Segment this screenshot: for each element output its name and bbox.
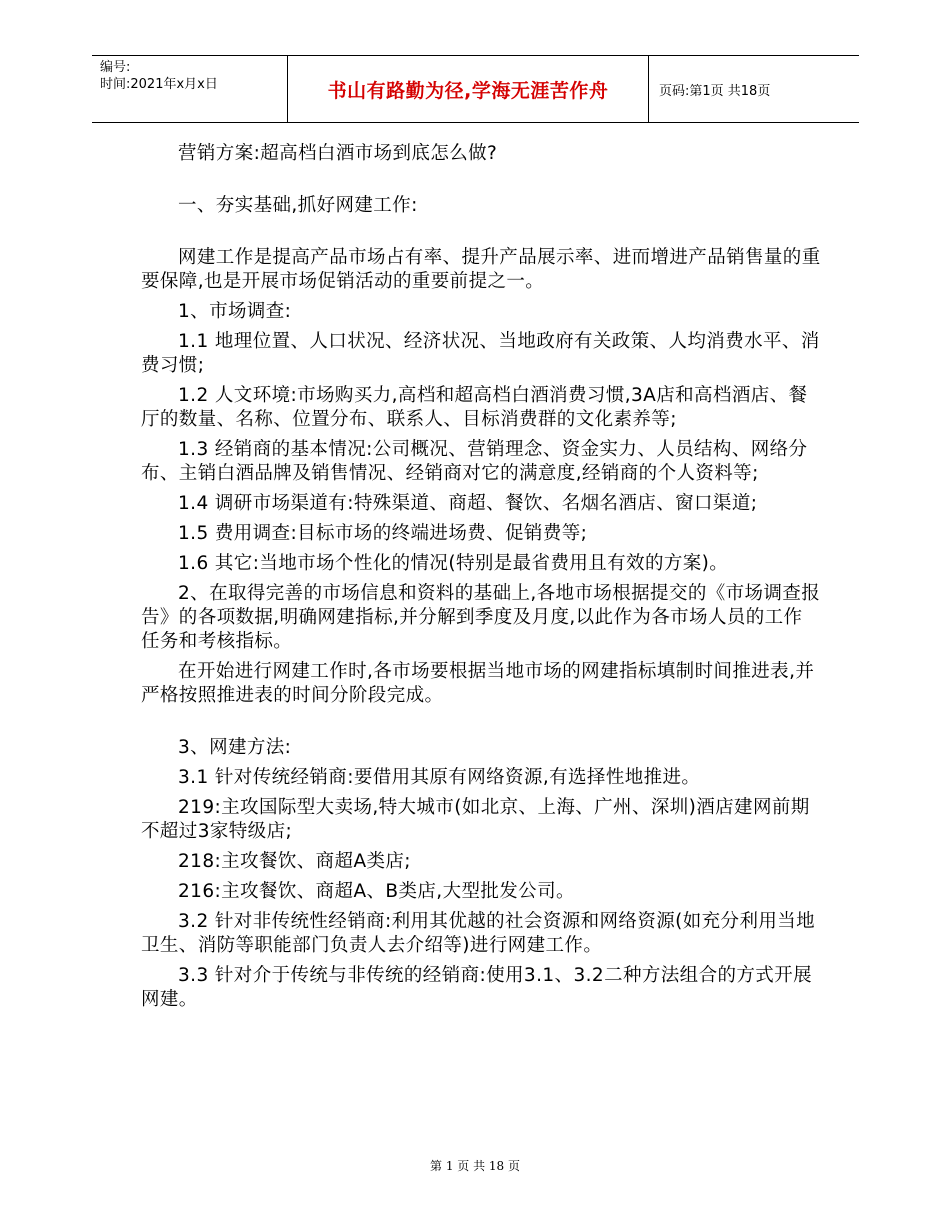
paragraph: 网建工作是提高产品市场占有率、提升产品展示率、进而增进产品销售量的重要保障,也是开展市场促销活动的重要前提之一。 [141, 247, 821, 292]
paragraph: 1.3 经销商的基本情况:公司概况、营销理念、资金实力、人员结构、网络分布、主销白酒品牌及销售情况、经销商对它的满意度,经销商的个人资料等; [141, 439, 808, 484]
header-meta [92, 56, 287, 122]
paragraph: 3.2 针对非传统性经销商:利用其优越的社会资源和网络资源(如充分利用当地卫生、消防等职能部门负责人去介绍等)进行网建工作。 [141, 911, 816, 956]
paragraph: 3、网建方法: [178, 737, 292, 758]
section-heading: 一、夯实基础,抓好网建工作: [178, 195, 418, 216]
header-motto: 书山有路勤为径,学海无涯苦作舟 [287, 56, 649, 122]
paragraph: 219:主攻国际型大卖场,特大城市(如北京、上海、广州、深圳)酒店建网前期不超过3家特级店; [141, 797, 810, 842]
document-title: 营销方案:超高档白酒市场到底怎么做? [178, 143, 498, 164]
document-body [141, 142, 821, 1012]
paragraph: 在开始进行网建工作时,各市场要根据当地市场的网建指标填制时间推进表,并严格按照推进表的时间分阶段完成。 [141, 661, 815, 706]
page-footer: 第 1 页 共 18 页 [430, 1159, 520, 1173]
paragraph: 218:主攻餐饮、商超A类店; [178, 851, 411, 872]
document-time-label: 时间:2021年x月x日 [100, 77, 218, 92]
paragraph: 1.4 调研市场渠道有:特殊渠道、商超、餐饮、名烟名酒店、窗口渠道; [178, 493, 758, 514]
paragraph: 3.1 针对传统经销商:要借用其原有网络资源,有选择性地推进。 [178, 767, 701, 788]
paragraph: 3.3 针对介于传统与非传统的经销商:使用3.1、3.2二种方法组合的方式开展网建。 [141, 965, 812, 1010]
paragraph: 2、在取得完善的市场信息和资料的基础上,各地市场根据提交的《市场调查报告》的各项数据,明确网建指标,并分解到季度及月度,以此作为各市场人员的工作任务和考核指标。 [141, 583, 821, 652]
header-page-info: 页码:第1页 共18页 [659, 83, 771, 99]
paragraph: 1.1 地理位置、人口状况、经济状况、当地政府有关政策、人均消费水平、消费习惯; [141, 331, 820, 376]
paragraph: 1.2 人文环境:市场购买力,高档和超高档白酒消费习惯,3A店和高档酒店、餐厅的数量、名称、位置分布、联系人、目标消费群的文化素养等; [141, 385, 808, 430]
paragraph: 1.6 其它:当地市场个性化的情况(特别是最省费用且有效的方案)。 [178, 553, 729, 574]
paragraph: 216:主攻餐饮、商超A、B类店,大型批发公司。 [178, 881, 575, 902]
paragraph: 1、市场调查: [178, 301, 292, 322]
header-table [92, 55, 859, 123]
document-number-label: 编号: [100, 60, 131, 75]
paragraph: 1.5 费用调查:目标市场的终端进场费、促销费等; [178, 523, 588, 544]
